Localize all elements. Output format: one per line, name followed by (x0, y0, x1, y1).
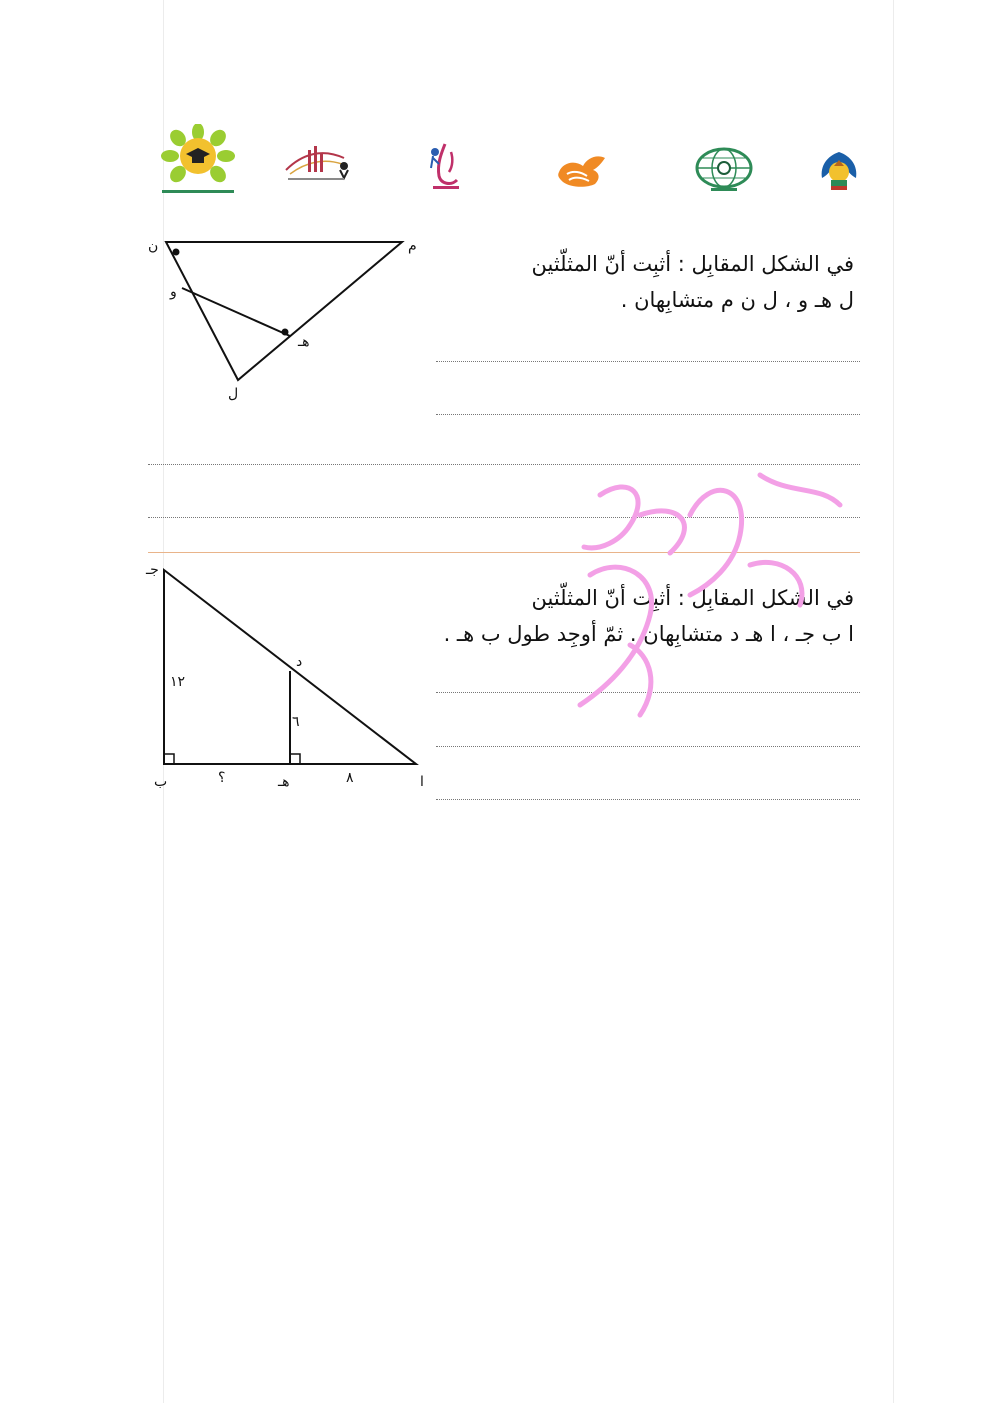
answer-line-5 (436, 692, 860, 693)
kuwait-emblem-logo (812, 148, 866, 198)
q2-vertex-d: د (296, 654, 303, 670)
question2-line1: في الشكل المقابِل : أثبِت أنّ المثلّثين (531, 586, 854, 610)
section-divider (148, 552, 860, 553)
question2-text (384, 580, 854, 652)
question1-line2: ل هـ و ، ل ن م متشابِهان . (620, 288, 854, 312)
q2-side-bj: ١٢ (170, 674, 186, 690)
sun-school-logo (156, 124, 240, 198)
q2-side-bh: ؟ (218, 770, 226, 786)
q2-side-hd: ٦ (292, 714, 300, 730)
q2-side-ha: ٨ (346, 770, 354, 786)
question2-figure (140, 556, 440, 796)
q1-vertex-w: و (170, 284, 177, 300)
hand-dove-logo (553, 148, 611, 190)
answer-line-4 (148, 517, 860, 518)
header-logos (150, 118, 870, 208)
q2-vertex-b: ب (154, 774, 168, 790)
answer-line-3 (148, 464, 860, 465)
answer-line-2 (436, 414, 860, 415)
question2-line2: ا ب جـ ، ا هـ د متشابِهان . ثمّ أوجِد طول ب هـ . (443, 622, 854, 646)
q2-vertex-a: ا (420, 774, 424, 790)
question1-line1: في الشكل المقابِل : أثبِت أنّ المثلّثين (531, 252, 854, 276)
city-skyline-logo (282, 140, 356, 186)
q1-vertex-l: ل (228, 386, 239, 402)
q1-vertex-h: هـ (298, 334, 310, 350)
answer-line-6 (436, 746, 860, 747)
scan-edge-right (893, 0, 894, 1403)
answer-line-1 (436, 361, 860, 362)
q1-vertex-n: ن (148, 238, 159, 254)
answer-line-7 (436, 799, 860, 800)
q2-vertex-h: هـ (278, 774, 290, 790)
q2-vertex-j: جـ (146, 562, 159, 578)
calligraphy-logo (423, 138, 469, 194)
q1-vertex-m: م (408, 238, 417, 254)
question1-text (434, 246, 854, 318)
question1-figure (140, 228, 430, 408)
globe-organization-logo (693, 146, 755, 194)
